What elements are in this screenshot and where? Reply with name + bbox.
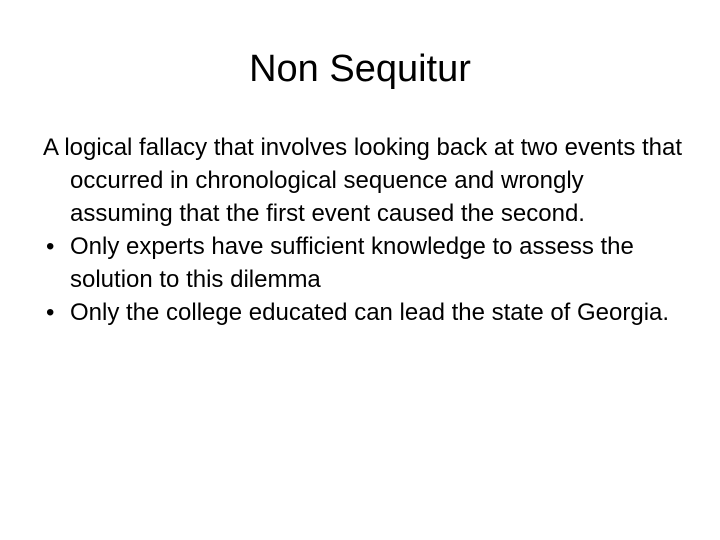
bullet-text: Only experts have sufficient knowledge to assess the solution to this dilemma bbox=[70, 233, 634, 293]
bullet-item bbox=[43, 296, 693, 329]
bullet-list bbox=[43, 230, 693, 329]
definition-paragraph: A logical fallacy that involves looking back at two events that occurred in chronological sequence and wrongly assuming that the first event caused the second. bbox=[43, 134, 683, 227]
slide-title: Non Sequitur bbox=[249, 48, 471, 90]
slide-body bbox=[43, 131, 693, 329]
bullet-item bbox=[43, 230, 693, 296]
bullet-text: Only the college educated can lead the state of Georgia. bbox=[70, 299, 670, 326]
bullet-dot-icon: • bbox=[46, 299, 55, 326]
bullet-dot-icon: • bbox=[46, 233, 55, 260]
